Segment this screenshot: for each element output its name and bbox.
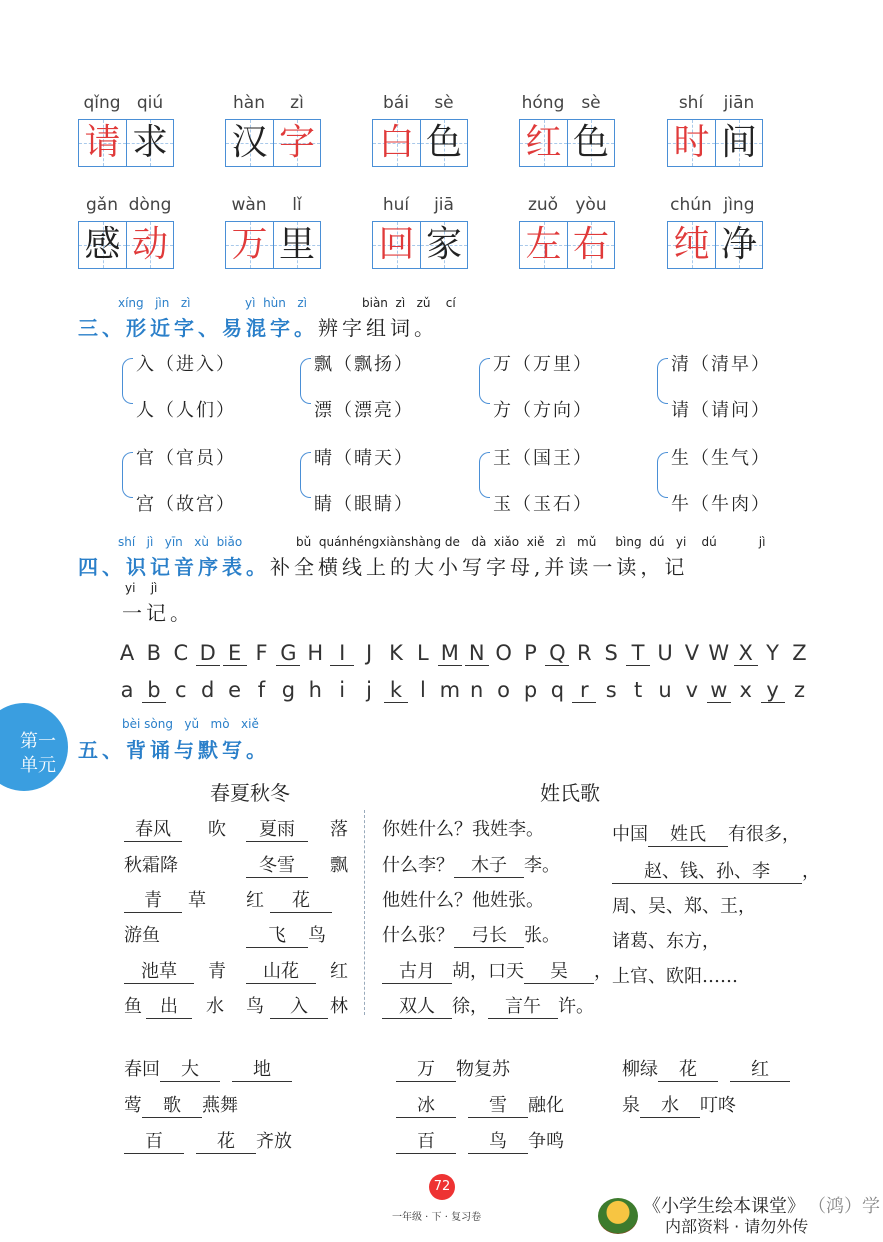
- letter: n: [470, 678, 484, 702]
- poem2-title: 姓氏歌: [540, 781, 600, 805]
- poem1-segment: 鸟: [246, 996, 264, 1017]
- poem1-segment: [146, 992, 192, 1019]
- letter: g: [281, 678, 296, 702]
- poem2-line: 古月 胡，口天 吴 ，: [382, 957, 612, 984]
- brace-icon: [300, 452, 311, 498]
- vocab-word: [519, 195, 619, 269]
- tianzige-grid: [667, 221, 763, 269]
- idiom: 百 鸟 争鸣: [396, 1127, 564, 1154]
- poem1-segment: 落: [330, 819, 348, 840]
- hanzi: 色: [425, 122, 462, 163]
- poem2-line: 你姓什么？我姓李。: [382, 819, 544, 840]
- pair-entry: 睛（眼睛）: [314, 494, 414, 515]
- blank[interactable]: 吴: [524, 957, 594, 984]
- letter: Z: [792, 641, 807, 665]
- blank[interactable]: 飞: [246, 921, 308, 948]
- blank[interactable]: 青: [124, 886, 182, 913]
- blank[interactable]: 木子: [454, 851, 524, 878]
- letter: t: [633, 678, 643, 702]
- blank[interactable]: 花: [196, 1127, 256, 1154]
- letter[interactable]: I: [330, 641, 354, 666]
- pair-entry: 入（进入）: [136, 354, 236, 375]
- idiom: 百 花 齐放: [124, 1127, 292, 1154]
- blank[interactable]: 春风: [124, 815, 182, 842]
- poem3-line: 诸葛、东方，: [612, 931, 720, 952]
- pinyin: jìng: [723, 195, 755, 215]
- similar-char-pair: [479, 356, 639, 420]
- sec3-pinyin-3: biàn zì zǔ cí: [362, 296, 456, 310]
- sec4-pinyin-3: yi jì: [125, 581, 158, 595]
- pinyin: gǎn: [86, 195, 118, 215]
- tianzige-grid: [225, 119, 321, 167]
- letter: a: [120, 678, 134, 702]
- similar-char-pair: [479, 450, 639, 514]
- blank[interactable]: 花: [270, 886, 332, 913]
- similar-char-pair: [122, 450, 282, 514]
- hanzi: 字: [278, 122, 315, 163]
- poem1-segment: 吹: [208, 819, 226, 840]
- poem1-segment: [124, 815, 182, 842]
- hanzi: 动: [131, 224, 168, 265]
- blank[interactable]: 花: [658, 1055, 718, 1082]
- poem1-segment: 鸟: [308, 925, 326, 946]
- letter: V: [684, 641, 700, 665]
- vocab-word: [225, 93, 325, 167]
- hanzi: 间: [720, 122, 757, 163]
- hanzi: 家: [425, 224, 462, 265]
- pair-entry: 漂（漂亮）: [314, 400, 414, 421]
- blank[interactable]: 万: [396, 1055, 456, 1082]
- letter: m: [439, 678, 461, 702]
- poem1-segment: 草: [188, 890, 206, 911]
- poem1-segment: 鱼: [124, 996, 142, 1017]
- pinyin: hóng: [521, 93, 565, 113]
- letter: c: [175, 678, 187, 702]
- letter: f: [257, 678, 266, 702]
- brace-icon: [300, 358, 311, 404]
- blank[interactable]: 弓长: [454, 921, 524, 948]
- letter: W: [708, 641, 730, 665]
- pinyin: huí: [382, 195, 410, 215]
- vocab-word: [667, 93, 767, 167]
- vocab-word: [519, 93, 619, 167]
- letter: S: [604, 641, 618, 665]
- blank[interactable]: 池草: [124, 957, 194, 984]
- letter: u: [658, 678, 672, 702]
- hanzi: 感: [84, 224, 121, 265]
- poem1-segment: [124, 957, 194, 984]
- poem1-segment: 水: [206, 996, 224, 1017]
- blank[interactable]: 百: [124, 1127, 184, 1154]
- letter: J: [365, 641, 373, 665]
- hanzi: 汉: [231, 122, 268, 163]
- brand-logo-icon: [598, 1198, 638, 1234]
- letter[interactable]: N: [465, 641, 489, 666]
- blank[interactable]: 双人: [382, 992, 452, 1019]
- blank[interactable]: 山花: [246, 957, 316, 984]
- letter: L: [417, 641, 429, 665]
- letter[interactable]: Q: [545, 641, 569, 666]
- letter: e: [228, 678, 242, 702]
- hanzi: 红: [525, 122, 562, 163]
- letter: P: [524, 641, 537, 665]
- letter[interactable]: E: [223, 641, 247, 666]
- poem1-segment: 飘: [330, 855, 348, 876]
- pinyin: bái: [383, 93, 409, 113]
- unit-badge: 第一 单元: [0, 703, 68, 791]
- pair-entry: 方（方向）: [493, 400, 593, 421]
- idiom: 泉 水 叮咚: [622, 1091, 736, 1118]
- similar-char-pair: [122, 356, 282, 420]
- letter: H: [307, 641, 324, 665]
- hanzi: 时: [673, 122, 710, 163]
- sec5-pinyin: bèi sòng yǔ mò xiě: [122, 717, 259, 731]
- tianzige-grid: [78, 119, 174, 167]
- brace-icon: [479, 452, 490, 498]
- letter: s: [605, 678, 617, 702]
- letter[interactable]: y: [761, 678, 785, 703]
- letter: q: [550, 678, 565, 702]
- letter: i: [339, 678, 346, 702]
- grade-label: 一年级 · 下 · 复习卷: [392, 1212, 482, 1223]
- vocab-word: [225, 195, 325, 269]
- pinyin: chún: [670, 195, 712, 215]
- brace-icon: [657, 358, 668, 404]
- hanzi: 请: [84, 122, 121, 163]
- sec4-title-line2: 一记。: [122, 601, 194, 625]
- poem3-line: 中国 姓氏 有很多，: [612, 820, 800, 847]
- poem-divider: [364, 810, 365, 1015]
- blank[interactable]: 出: [146, 992, 192, 1019]
- pair-entry: 王（国王）: [493, 448, 593, 469]
- tianzige-grid: [78, 221, 174, 269]
- poem1-segment: [270, 992, 328, 1019]
- letter: U: [657, 641, 673, 665]
- lowercase-alphabet: [115, 678, 815, 706]
- pair-entry: 清（清早）: [671, 354, 771, 375]
- hanzi: 右: [572, 224, 609, 265]
- pair-entry: 万（万里）: [493, 354, 593, 375]
- pinyin: yòu: [575, 195, 607, 215]
- brace-icon: [122, 358, 133, 404]
- blank[interactable]: 雪: [468, 1091, 528, 1118]
- letter: v: [685, 678, 699, 702]
- poem1-title: 春夏秋冬: [210, 781, 290, 805]
- pair-entry: 晴（晴天）: [314, 448, 414, 469]
- tianzige-grid: [667, 119, 763, 167]
- letter: j: [366, 678, 373, 702]
- poem1-segment: [124, 886, 182, 913]
- pair-entry: 官（官员）: [136, 448, 236, 469]
- letter: l: [419, 678, 426, 702]
- poem1-segment: [270, 886, 332, 913]
- hanzi: 纯: [673, 224, 710, 265]
- blank[interactable]: 鸟: [468, 1127, 528, 1154]
- poem1-segment: [246, 851, 308, 878]
- pinyin: wàn: [231, 195, 267, 215]
- hanzi: 色: [572, 122, 609, 163]
- letter[interactable]: T: [626, 641, 650, 666]
- tianzige-grid: [519, 119, 615, 167]
- brand-mark: （鸿）学: [808, 1196, 880, 1217]
- blank[interactable]: 冰: [396, 1091, 456, 1118]
- letter[interactable]: M: [438, 641, 462, 666]
- letter: F: [255, 641, 268, 665]
- similar-char-pair: [300, 450, 460, 514]
- hanzi: 左: [525, 224, 562, 265]
- vocab-word: [78, 195, 178, 269]
- similar-char-pair: [300, 356, 460, 420]
- idiom: 春回 大 地: [124, 1055, 292, 1082]
- poem2-line: 他姓什么？他姓张。: [382, 890, 544, 911]
- brace-icon: [122, 452, 133, 498]
- tianzige-grid: [519, 221, 615, 269]
- letter: d: [201, 678, 215, 702]
- letter: C: [173, 641, 189, 665]
- letter[interactable]: X: [734, 641, 758, 666]
- blank[interactable]: 大: [160, 1055, 220, 1082]
- hanzi: 回: [378, 224, 415, 265]
- pair-entry: 生（生气）: [671, 448, 771, 469]
- vocab-word: [667, 195, 767, 269]
- vocab-word: [372, 195, 472, 269]
- letter: p: [523, 678, 538, 702]
- poem1-segment: 林: [330, 996, 348, 1017]
- hanzi: 万: [231, 224, 268, 265]
- poem1-segment: 红: [330, 961, 348, 982]
- vocab-word: [372, 93, 472, 167]
- pinyin: qǐng: [83, 93, 121, 113]
- pinyin: zuǒ: [527, 195, 559, 215]
- poem1-segment: [246, 815, 308, 842]
- pair-entry: 宫（故宫）: [136, 494, 236, 515]
- pinyin: jiān: [723, 93, 755, 113]
- poem1-segment: 红: [246, 890, 264, 911]
- idiom: 冰 雪 融化: [396, 1091, 564, 1118]
- letter: O: [495, 641, 512, 665]
- blank[interactable]: 冬雪: [246, 851, 308, 878]
- sec3-pinyin-2: yì hùn zì: [245, 296, 307, 310]
- letter: x: [739, 678, 752, 702]
- blank[interactable]: 言午: [488, 992, 558, 1019]
- poem1-segment: [246, 921, 308, 948]
- uppercase-alphabet: [115, 641, 815, 669]
- tianzige-grid: [225, 221, 321, 269]
- brand-name: 《小学生绘本课堂》: [643, 1196, 805, 1217]
- pair-entry: 人（人们）: [136, 400, 236, 421]
- poem3-line: 赵、钱、孙、李 ，: [612, 857, 820, 884]
- letter[interactable]: b: [142, 678, 166, 703]
- sec4-pinyin-2: bǔ quánhéngxiànshàng de dà xiǎo xiě zì mǔ bìng dú yi dú jì: [296, 535, 766, 549]
- sec3-title: 三、形近字、易混字。辨字组词。: [78, 316, 438, 340]
- pair-entry: 牛（牛肉）: [671, 494, 771, 515]
- poem2-line: 什么张？ 弓长 张。: [382, 921, 560, 948]
- pinyin: sè: [581, 93, 601, 113]
- poem1-segment: 游鱼: [124, 925, 160, 946]
- blank[interactable]: 古月: [382, 957, 452, 984]
- blank[interactable]: 赵、钱、孙、李: [612, 857, 802, 884]
- sec4-title: 四、识记音序表。补全横线上的大小写字母,并读一读，记: [78, 555, 689, 579]
- poem1-segment: 秋霜降: [124, 855, 178, 876]
- blank[interactable]: 百: [396, 1127, 456, 1154]
- pinyin: zì: [290, 93, 304, 113]
- letter: R: [577, 641, 592, 665]
- blank[interactable]: 姓氏: [648, 820, 728, 847]
- letter: B: [146, 641, 162, 665]
- pinyin: shí: [678, 93, 704, 113]
- letter[interactable]: k: [384, 678, 408, 703]
- blank[interactable]: 歌: [142, 1091, 202, 1118]
- blank[interactable]: 入: [270, 992, 328, 1019]
- letter: A: [119, 641, 135, 665]
- letter: Y: [766, 641, 779, 665]
- tianzige-grid: [372, 119, 468, 167]
- letter: h: [308, 678, 322, 702]
- blank[interactable]: 水: [640, 1091, 700, 1118]
- brace-icon: [657, 452, 668, 498]
- letter: z: [793, 678, 806, 702]
- letter[interactable]: w: [707, 678, 731, 703]
- blank[interactable]: 地: [232, 1055, 292, 1082]
- sec4-pinyin-1: shí jì yīn xù biǎo: [118, 535, 243, 549]
- idiom: 柳绿 花 红: [622, 1055, 790, 1082]
- letter: K: [389, 641, 403, 665]
- pinyin: hàn: [233, 93, 265, 113]
- hanzi: 白: [378, 122, 415, 163]
- similar-char-pair: [657, 356, 817, 420]
- pinyin: qiú: [136, 93, 164, 113]
- pinyin: dòng: [128, 195, 172, 215]
- hanzi: 里: [278, 224, 315, 265]
- letter[interactable]: r: [572, 678, 596, 703]
- pinyin: sè: [434, 93, 454, 113]
- footer-note: 内部资料 · 请勿外传: [665, 1217, 809, 1236]
- tianzige-grid: [372, 221, 468, 269]
- poem2-line: 双人 徐， 言午 许。: [382, 992, 594, 1019]
- page-number: 72: [429, 1174, 455, 1200]
- pair-entry: 玉（玉石）: [493, 494, 593, 515]
- sec3-pinyin-1: xíng jìn zì: [118, 296, 191, 310]
- poem1-segment: [246, 957, 316, 984]
- poem3-line: 上官、欧阳……: [612, 966, 738, 987]
- letter[interactable]: G: [276, 641, 300, 666]
- vocab-word: [78, 93, 178, 167]
- blank[interactable]: 夏雨: [246, 815, 308, 842]
- idiom: 莺 歌 燕舞: [124, 1091, 238, 1118]
- pinyin: jiā: [434, 195, 454, 215]
- poem3-line: 周、吴、郑、王，: [612, 896, 756, 917]
- blank[interactable]: 红: [730, 1055, 790, 1082]
- sec5-title: 五、背诵与默写。: [78, 738, 270, 762]
- pair-entry: 请（请问）: [671, 400, 771, 421]
- hanzi: 净: [720, 224, 757, 265]
- hanzi: 求: [131, 122, 168, 163]
- brace-icon: [479, 358, 490, 404]
- pinyin: lǐ: [292, 195, 302, 215]
- poem2-line: 什么李？ 木子 李。: [382, 851, 560, 878]
- idiom: 万 物复苏: [396, 1055, 510, 1082]
- letter[interactable]: D: [196, 641, 220, 666]
- letter: o: [497, 678, 511, 702]
- similar-char-pair: [657, 450, 817, 514]
- poem1-segment: 青: [208, 961, 226, 982]
- pair-entry: 飘（飘扬）: [314, 354, 414, 375]
